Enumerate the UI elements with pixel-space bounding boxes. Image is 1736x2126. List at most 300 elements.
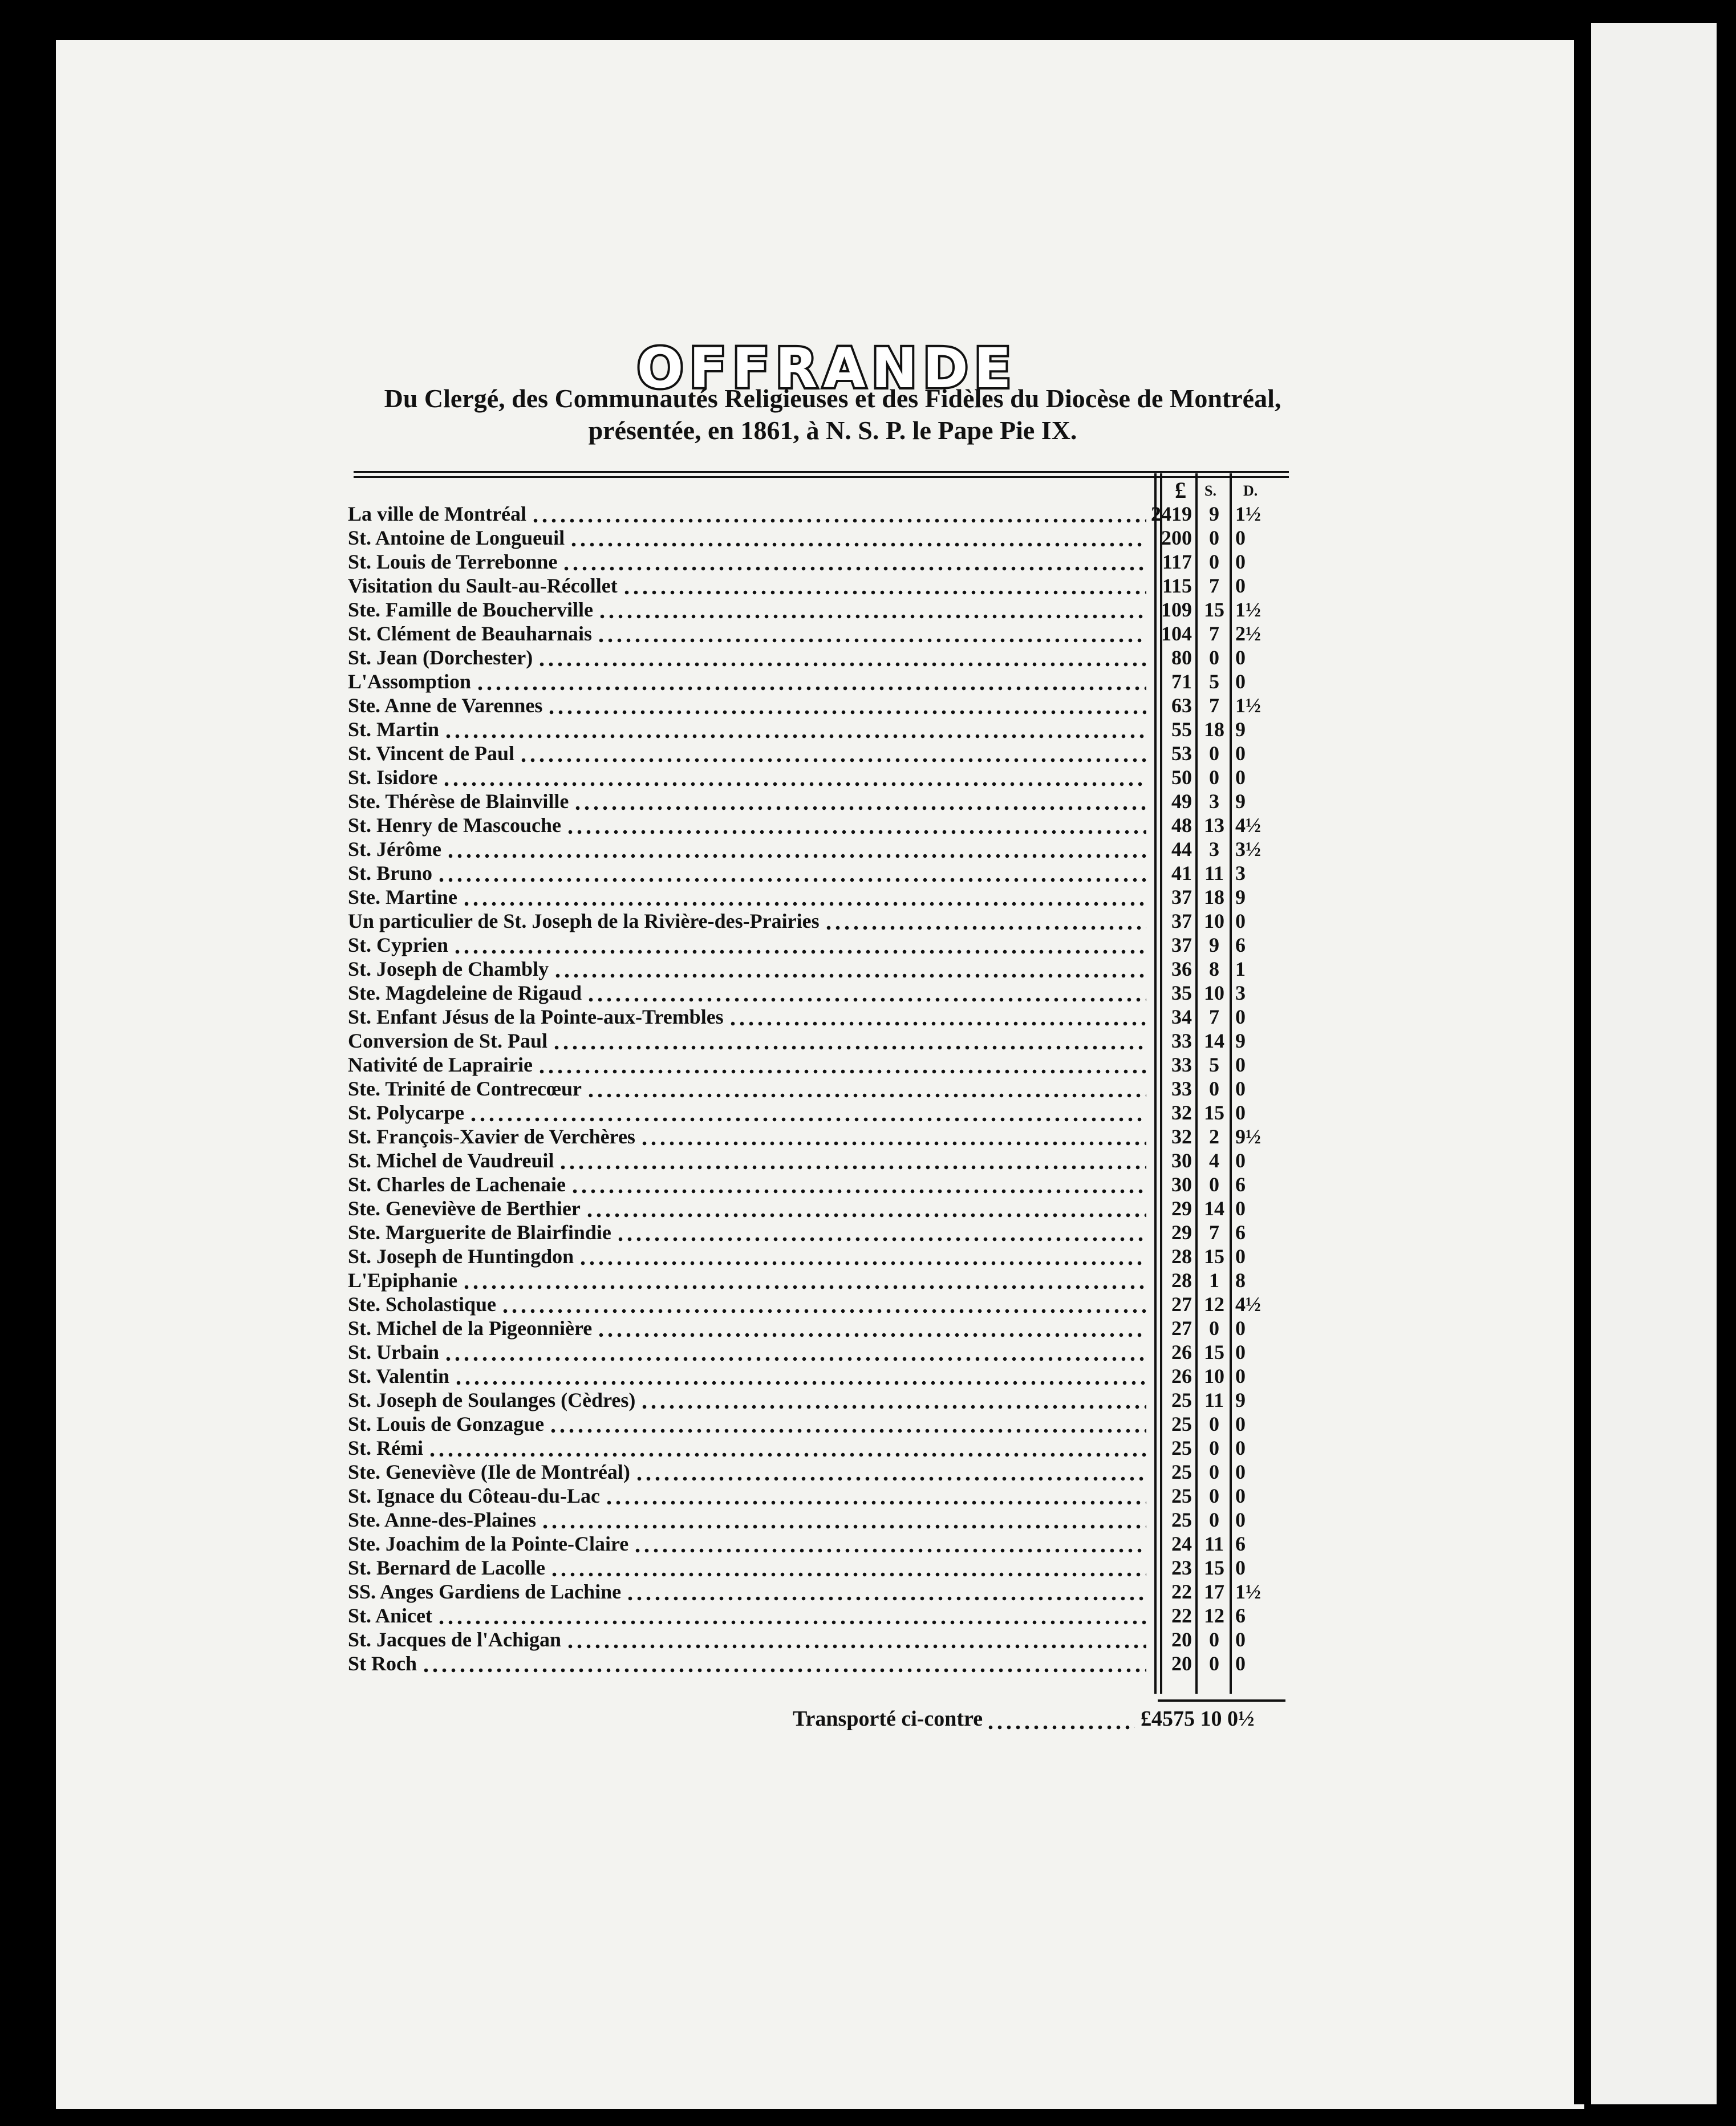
shillings-cell: 10 [1204, 981, 1224, 1004]
parish-name: Nativité de Laprairie [348, 1053, 533, 1076]
parish-name: L'Epiphanie [348, 1269, 458, 1292]
parish-name: L'Assomption [348, 670, 472, 693]
pounds-cell: 63 [1171, 694, 1192, 717]
table-row [348, 933, 1295, 957]
subtitle-line-2: présentée, en 1861, à N. S. P. le Pape Pie IX. [588, 416, 1077, 445]
pence-cell: 0 [1235, 1628, 1246, 1651]
pence-cell: 0 [1235, 550, 1246, 573]
parish-name: St. Isidore [348, 766, 438, 789]
pounds-cell: 28 [1171, 1245, 1192, 1268]
leader-dots [541, 1508, 1146, 1532]
leader-dots [428, 1436, 1146, 1460]
table-row [348, 526, 1295, 550]
pounds-cell: 71 [1171, 670, 1192, 693]
parish-name: St. Cyprien [348, 934, 449, 956]
table-row [348, 646, 1295, 670]
table-row [348, 765, 1295, 789]
pence-cell: 0 [1235, 1101, 1246, 1124]
pence-cell: 1½ [1235, 598, 1261, 621]
pence-cell: 3 [1235, 862, 1246, 885]
table-row [348, 1316, 1295, 1340]
leader-dots [537, 646, 1146, 670]
leader-dots [547, 693, 1146, 717]
total-label: Transporté ci-contre [793, 1707, 983, 1731]
pounds-cell: 115 [1162, 574, 1192, 597]
total-rule [1158, 1699, 1285, 1702]
pounds-cell: 32 [1171, 1101, 1192, 1124]
parish-name: St. Henry de Mascouche [348, 814, 561, 837]
pence-cell: 9 [1235, 886, 1246, 908]
parish-name: Ste. Famille de Boucherville [348, 598, 593, 621]
pence-cell: 0 [1235, 574, 1246, 597]
shillings-cell: 0 [1209, 1173, 1219, 1196]
parish-name: St. Jérôme [348, 838, 441, 861]
pounds-cell: 27 [1171, 1293, 1192, 1316]
parish-name: St. Polycarpe [348, 1101, 464, 1124]
header-pence: D. [1243, 482, 1258, 499]
pounds-cell: 20 [1171, 1628, 1192, 1651]
shillings-cell: 10 [1204, 1365, 1224, 1387]
leader-dots [566, 813, 1146, 837]
shillings-cell: 3 [1209, 790, 1219, 813]
parish-name: Visitation du Sault-au-Récollet [348, 574, 618, 597]
pounds-cell: 25 [1171, 1484, 1192, 1507]
leader-dots [421, 1652, 1146, 1675]
shillings-cell: 1 [1209, 1269, 1219, 1292]
leader-dots [598, 598, 1146, 622]
parish-name: St. Rémi [348, 1437, 423, 1459]
table-row [348, 861, 1295, 885]
pence-cell: 0 [1235, 1413, 1246, 1435]
shillings-cell: 12 [1204, 1604, 1224, 1627]
shillings-cell: 0 [1209, 1628, 1219, 1651]
shillings-cell: 15 [1204, 1341, 1224, 1364]
leader-dots [616, 1220, 1146, 1244]
leader-dots [622, 574, 1146, 598]
pence-cell: 9 [1235, 718, 1246, 741]
parish-name: Un particulier de St. Joseph de la Rivière-des-Prairies [348, 910, 820, 932]
table-row [348, 909, 1295, 933]
pence-cell: 0 [1235, 1508, 1246, 1531]
shillings-cell: 18 [1204, 886, 1224, 908]
shillings-cell: 5 [1209, 670, 1219, 693]
pence-cell: 0 [1235, 1245, 1246, 1268]
leader-dots [597, 622, 1146, 646]
pounds-cell: 35 [1171, 981, 1192, 1004]
pounds-cell: 33 [1171, 1053, 1192, 1076]
total-value: £4575 10 0½ [1141, 1707, 1255, 1731]
parish-name: St. Antoine de Longueuil [348, 526, 565, 549]
pounds-cell: 48 [1171, 814, 1192, 837]
shillings-cell: 0 [1209, 1413, 1219, 1435]
shillings-cell: 9 [1209, 934, 1219, 956]
table-row [348, 1604, 1295, 1628]
shillings-cell: 11 [1204, 1389, 1224, 1411]
leader-dots [558, 1149, 1146, 1172]
parish-name: St. Clément de Beauharnais [348, 622, 593, 645]
parish-name: St. Joseph de Huntingdon [348, 1245, 574, 1268]
table-row [348, 693, 1295, 717]
pounds-cell: 26 [1171, 1365, 1192, 1387]
pounds-cell: 22 [1171, 1580, 1192, 1603]
shillings-cell: 3 [1209, 838, 1219, 861]
pence-cell: 1½ [1235, 1580, 1261, 1603]
pence-cell: 9½ [1235, 1125, 1261, 1148]
parish-name: Ste. Scholastique [348, 1293, 497, 1316]
parish-name: St. Urbain [348, 1341, 440, 1364]
pence-cell: 2½ [1235, 622, 1261, 645]
pence-cell: 0 [1235, 1437, 1246, 1459]
pence-cell: 0 [1235, 1149, 1246, 1172]
shillings-cell: 11 [1204, 862, 1224, 885]
parish-name: Ste. Geneviève (Ile de Montréal) [348, 1460, 630, 1483]
leader-dots [586, 1077, 1146, 1101]
shillings-cell: 7 [1209, 1221, 1219, 1244]
pence-cell: 0 [1235, 646, 1246, 669]
pounds-cell: 20 [1171, 1652, 1192, 1675]
leader-dots [454, 1364, 1146, 1388]
leader-dots [635, 1460, 1146, 1484]
shillings-cell: 0 [1209, 1652, 1219, 1675]
pounds-cell: 104 [1161, 622, 1192, 645]
shillings-cell: 0 [1209, 742, 1219, 765]
shillings-cell: 9 [1209, 502, 1219, 525]
table-row [348, 1172, 1295, 1196]
shillings-cell: 17 [1204, 1580, 1224, 1603]
pounds-cell: 32 [1171, 1125, 1192, 1148]
parish-name: St. Michel de la Pigeonnière [348, 1317, 593, 1340]
pounds-cell: 22 [1171, 1604, 1192, 1627]
table-row [348, 1196, 1295, 1220]
leader-dots [626, 1580, 1146, 1604]
leader-dots [570, 1172, 1146, 1196]
shillings-cell: 14 [1204, 1197, 1224, 1220]
table-row [348, 1556, 1295, 1580]
adjacent-page-edge [1591, 23, 1717, 2104]
leader-dots [469, 1101, 1146, 1125]
leader-dots [550, 1556, 1146, 1580]
pounds-cell: 37 [1171, 886, 1192, 908]
table-row [348, 502, 1295, 526]
parish-name: St. Louis de Gonzague [348, 1413, 545, 1435]
pounds-cell: 34 [1171, 1005, 1192, 1028]
pence-cell: 9 [1235, 1029, 1246, 1052]
parish-name: Ste. Trinité de Contrecœur [348, 1077, 582, 1100]
parish-name: St. Bruno [348, 862, 433, 885]
document-title: OFFRANDE [636, 336, 1017, 400]
parish-name: St. Jacques de l'Achigan [348, 1628, 562, 1651]
pounds-cell: 37 [1171, 934, 1192, 956]
shillings-cell: 0 [1209, 1437, 1219, 1459]
leader-dots [476, 670, 1146, 693]
pounds-cell: 26 [1171, 1341, 1192, 1364]
parish-name: La ville de Montréal [348, 502, 526, 525]
leader-dots [585, 1196, 1146, 1220]
pence-cell: 9 [1235, 790, 1246, 813]
shillings-cell: 0 [1209, 1460, 1219, 1483]
parish-name: Ste. Geneviève de Berthier [348, 1197, 581, 1220]
pence-cell: 0 [1235, 910, 1246, 932]
parish-name: St. François-Xavier de Verchères [348, 1125, 635, 1148]
leader-dots [562, 550, 1146, 574]
pence-cell: 4½ [1235, 1293, 1261, 1316]
shillings-cell: 0 [1209, 1317, 1219, 1340]
pence-cell: 0 [1235, 1197, 1246, 1220]
leader-dots [578, 1244, 1146, 1268]
parish-name: St. Joseph de Chambly [348, 957, 549, 980]
pounds-cell: 28 [1171, 1269, 1192, 1292]
shillings-cell: 15 [1204, 598, 1224, 621]
table-row [348, 1005, 1295, 1029]
table-row [348, 789, 1295, 813]
leader-dots [437, 861, 1146, 885]
leader-dots [537, 1053, 1146, 1077]
leader-dots [597, 1316, 1146, 1340]
page-fold [1574, 23, 1588, 2104]
leader-dots [444, 717, 1146, 741]
leader-dots [553, 957, 1146, 981]
parish-name: Ste. Thérèse de Blainville [348, 790, 569, 813]
pounds-cell: 24 [1171, 1532, 1192, 1555]
shillings-cell: 0 [1209, 526, 1219, 549]
pence-cell: 6 [1235, 1532, 1246, 1555]
table-row [348, 1244, 1295, 1268]
table-row [348, 717, 1295, 741]
parish-name: St. Enfant Jésus de la Pointe-aux-Trembles [348, 1005, 724, 1028]
leader-dots [549, 1412, 1146, 1436]
leader-dots [728, 1005, 1146, 1029]
table-row [348, 550, 1295, 574]
shillings-cell: 7 [1209, 622, 1219, 645]
pounds-cell: 25 [1171, 1460, 1192, 1483]
parish-name: SS. Anges Gardiens de Lachine [348, 1580, 622, 1603]
table-row [348, 1484, 1295, 1508]
leader-dots [501, 1292, 1146, 1316]
parish-name: Ste. Anne de Varennes [348, 694, 543, 717]
shillings-cell: 8 [1209, 957, 1219, 980]
table-row [348, 1125, 1295, 1149]
table-row [348, 1388, 1295, 1412]
shillings-cell: 2 [1209, 1125, 1219, 1148]
pence-cell: 0 [1235, 526, 1246, 549]
shillings-cell: 15 [1204, 1101, 1224, 1124]
pounds-cell: 80 [1171, 646, 1192, 669]
shillings-cell: 4 [1209, 1149, 1219, 1172]
pence-cell: 1½ [1235, 502, 1261, 525]
pence-cell: 4½ [1235, 814, 1261, 837]
parish-name: St. Ignace du Côteau-du-Lac [348, 1484, 601, 1507]
pounds-cell: 53 [1171, 742, 1192, 765]
pounds-cell: 200 [1161, 526, 1192, 549]
pence-cell: 3½ [1235, 838, 1261, 861]
table-row [348, 670, 1295, 693]
header-shillings: S. [1204, 482, 1216, 499]
pounds-cell: 33 [1171, 1077, 1192, 1100]
pounds-cell: 25 [1171, 1437, 1192, 1459]
shillings-cell: 0 [1209, 1077, 1219, 1100]
pence-cell: 6 [1235, 1604, 1246, 1627]
pence-cell: 3 [1235, 981, 1246, 1004]
pounds-cell: 25 [1171, 1389, 1192, 1411]
pounds-cell: 109 [1161, 598, 1192, 621]
shillings-cell: 18 [1204, 718, 1224, 741]
shillings-cell: 5 [1209, 1053, 1219, 1076]
pounds-cell: 27 [1171, 1317, 1192, 1340]
parish-name: St. Martin [348, 718, 439, 741]
shillings-cell: 0 [1209, 550, 1219, 573]
table-row [348, 1532, 1295, 1556]
pounds-cell: 29 [1171, 1221, 1192, 1244]
table-row [348, 1412, 1295, 1436]
parish-name: St. Michel de Vaudreuil [348, 1149, 554, 1172]
shillings-cell: 0 [1209, 1508, 1219, 1531]
shillings-cell: 7 [1209, 574, 1219, 597]
pence-cell: 0 [1235, 1484, 1246, 1507]
table-row [348, 574, 1295, 598]
pounds-cell: 36 [1171, 957, 1192, 980]
table-row [348, 1508, 1295, 1532]
table-row [348, 1580, 1295, 1604]
parish-name: Ste. Joachim de la Pointe-Claire [348, 1532, 629, 1555]
pence-cell: 0 [1235, 1556, 1246, 1579]
table-row [348, 885, 1295, 909]
leader-dots [824, 909, 1146, 933]
shillings-cell: 13 [1204, 814, 1224, 837]
table-row [348, 1460, 1295, 1484]
table-row [348, 1149, 1295, 1172]
table-row [348, 1292, 1295, 1316]
pounds-cell: 2419 [1151, 502, 1192, 525]
leader-dots [442, 765, 1146, 789]
table-row [348, 1268, 1295, 1292]
pounds-cell: 23 [1171, 1556, 1192, 1579]
pence-cell: 1 [1235, 957, 1246, 980]
shillings-cell: 0 [1209, 766, 1219, 789]
shillings-cell: 10 [1204, 910, 1224, 932]
pence-cell: 6 [1235, 1173, 1246, 1196]
parish-name: Ste. Anne-des-Plaines [348, 1508, 537, 1531]
table-row [348, 1628, 1295, 1652]
pounds-cell: 25 [1171, 1508, 1192, 1531]
pounds-cell: 30 [1171, 1173, 1192, 1196]
leader-dots [462, 885, 1146, 909]
pence-cell: 9 [1235, 1389, 1246, 1411]
leader-dots [569, 526, 1146, 550]
parish-name: Ste. Martine [348, 886, 457, 908]
leader-dots [462, 1268, 1146, 1292]
pence-cell: 0 [1235, 742, 1246, 765]
leader-dots [566, 1628, 1146, 1652]
parish-name: Ste. Marguerite de Blairfindie [348, 1221, 611, 1244]
table-row [348, 1077, 1295, 1101]
table-row [348, 981, 1295, 1005]
total-leader-dots [986, 1706, 1135, 1733]
top-double-rule [354, 471, 1289, 478]
pounds-cell: 44 [1171, 838, 1192, 861]
pounds-cell: 49 [1171, 790, 1192, 813]
leader-dots [605, 1484, 1146, 1508]
shillings-cell: 7 [1209, 694, 1219, 717]
shillings-cell: 15 [1204, 1556, 1224, 1579]
pounds-cell: 29 [1171, 1197, 1192, 1220]
pence-cell: 0 [1235, 1077, 1246, 1100]
shillings-cell: 7 [1209, 1005, 1219, 1028]
parish-name: St. Charles de Lachenaie [348, 1173, 566, 1196]
pounds-cell: 37 [1171, 910, 1192, 932]
leader-dots [531, 502, 1146, 526]
pounds-cell: 30 [1171, 1149, 1192, 1172]
pence-cell: 1½ [1235, 694, 1261, 717]
pence-cell: 0 [1235, 766, 1246, 789]
pence-cell: 6 [1235, 1221, 1246, 1244]
pounds-cell: 25 [1171, 1413, 1192, 1435]
shillings-cell: 12 [1204, 1293, 1224, 1316]
table-row [348, 1053, 1295, 1077]
parish-name: St. Valentin [348, 1365, 450, 1387]
parish-name: St. Vincent de Paul [348, 742, 515, 765]
table-row [348, 813, 1295, 837]
parish-name: St Roch [348, 1652, 417, 1675]
leader-dots [444, 1340, 1146, 1364]
leader-dots [573, 789, 1146, 813]
pence-cell: 0 [1235, 1053, 1246, 1076]
parish-name: St. Bernard de Lacolle [348, 1556, 545, 1579]
table-row [348, 1364, 1295, 1388]
pence-cell: 0 [1235, 1365, 1246, 1387]
pence-cell: 0 [1235, 670, 1246, 693]
shillings-cell: 15 [1204, 1245, 1224, 1268]
table-row [348, 1101, 1295, 1125]
parish-name: St. Louis de Terrebonne [348, 550, 558, 573]
table-row [348, 622, 1295, 646]
pence-cell: 8 [1235, 1269, 1246, 1292]
parish-name: St. Anicet [348, 1604, 432, 1627]
offering-list [348, 502, 1295, 1675]
leader-dots [446, 837, 1146, 861]
table-row [348, 1652, 1295, 1675]
pounds-cell: 33 [1171, 1029, 1192, 1052]
leader-dots [640, 1125, 1146, 1149]
shillings-cell: 0 [1209, 1484, 1219, 1507]
pounds-cell: 55 [1171, 718, 1192, 741]
pounds-cell: 41 [1171, 862, 1192, 885]
parish-name: Ste. Magdeleine de Rigaud [348, 981, 582, 1004]
leader-dots [519, 741, 1146, 765]
pence-cell: 0 [1235, 1652, 1246, 1675]
parish-name: St. Joseph de Soulanges (Cèdres) [348, 1389, 636, 1411]
pence-cell: 0 [1235, 1317, 1246, 1340]
pence-cell: 6 [1235, 934, 1246, 956]
leader-dots [640, 1388, 1146, 1412]
table-row [348, 1220, 1295, 1244]
table-row [348, 837, 1295, 861]
leader-dots [453, 933, 1146, 957]
pounds-cell: 50 [1171, 766, 1192, 789]
pence-cell: 0 [1235, 1460, 1246, 1483]
parish-name: Conversion de St. Paul [348, 1029, 548, 1052]
pence-cell: 0 [1235, 1005, 1246, 1028]
table-row [348, 1340, 1295, 1364]
pounds-cell: 117 [1162, 550, 1192, 573]
table-row [348, 1029, 1295, 1053]
pence-cell: 0 [1235, 1341, 1246, 1364]
subtitle-line-1: Du Clergé, des Communautés Religieuses et des Fidèles du Diocèse de Montréal, [384, 384, 1281, 413]
leader-dots [633, 1532, 1146, 1556]
table-row [348, 741, 1295, 765]
parish-name: St. Jean (Dorchester) [348, 646, 533, 669]
header-pounds: £ [1175, 477, 1186, 503]
leader-dots [437, 1604, 1146, 1628]
